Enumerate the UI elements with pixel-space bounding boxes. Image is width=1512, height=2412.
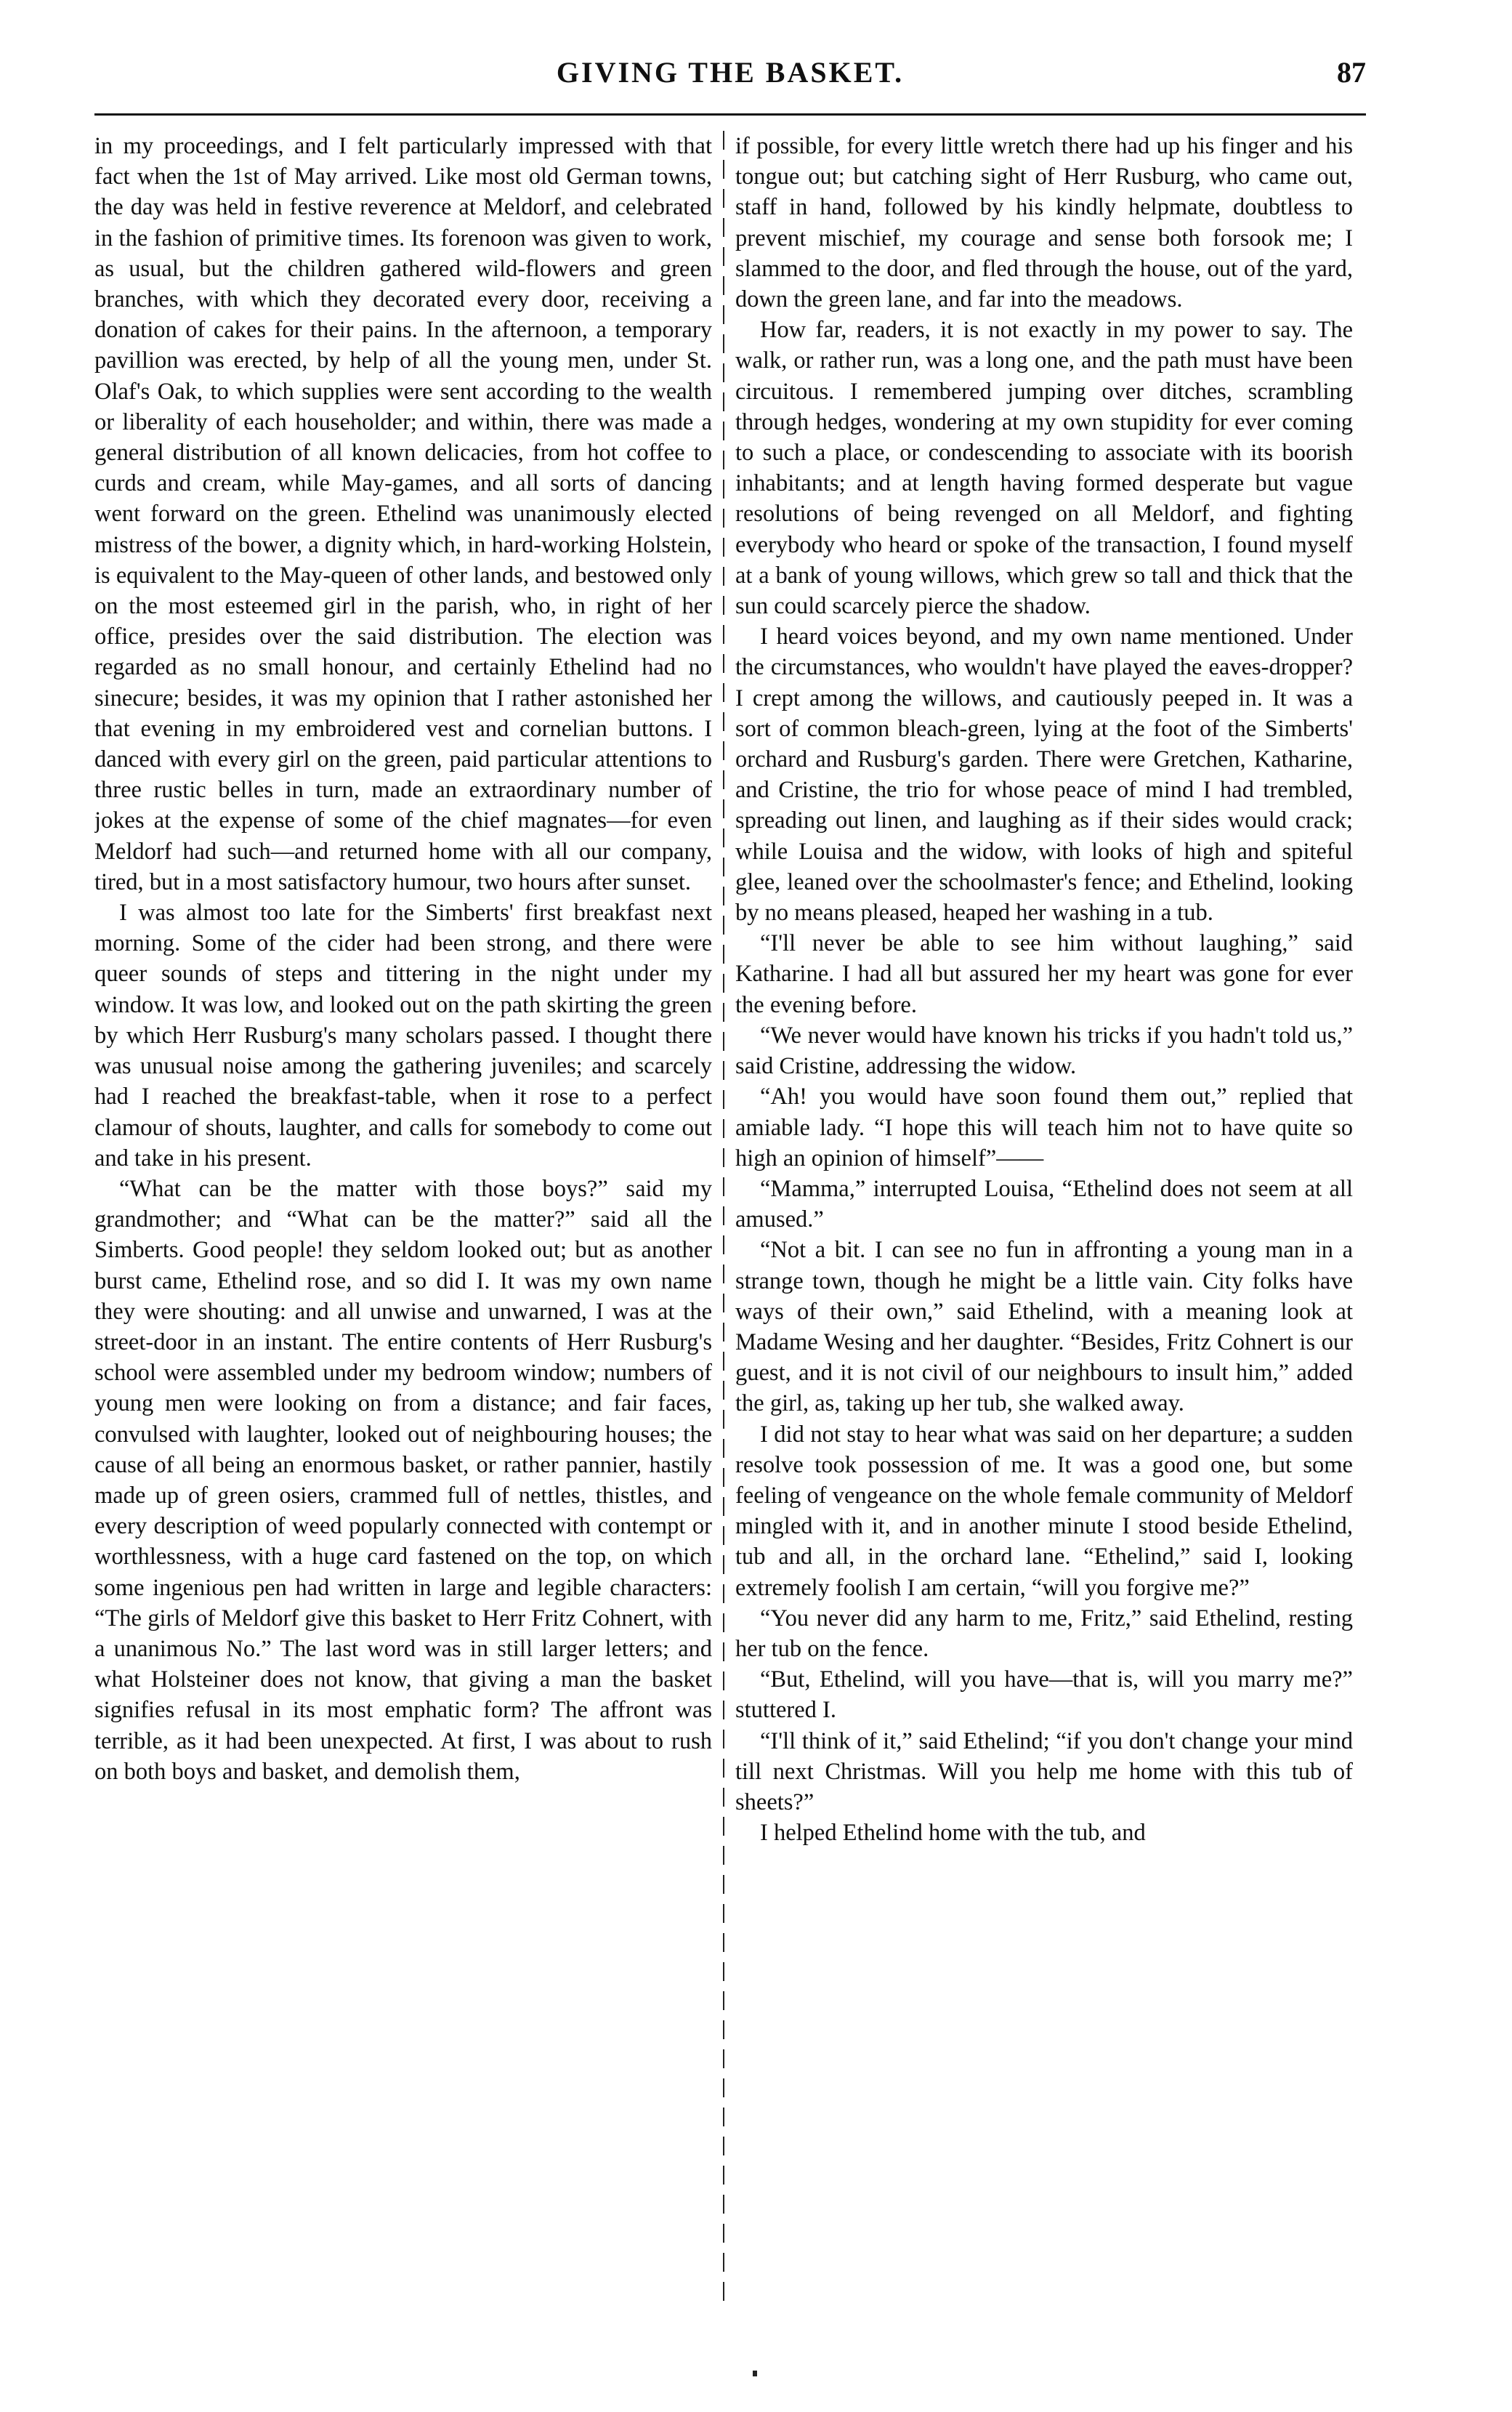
page-header	[94, 55, 1366, 106]
paragraph: “But, Ethelind, will you have—that is, will you marry me?” stuttered I.	[735, 1666, 1353, 1724]
paragraph: I did not stay to hear what was said on her departure; a sudden resolve took possession of me. It was a good one, but some feeling of vengeance on the whole female community of Meldorf mingled with it, and in another minute I stood beside Ethelind, tub and all, in the orchard lane. “Ethelind,” said I, looking extremely foolish I am certain, “will you forgive me?”	[735, 1421, 1353, 1601]
paragraph: “I'll never be able to see him without laughing,” said Katharine. I had all but assured her my heart was gone for ever the evening before.	[735, 930, 1353, 1018]
running-title: GIVING THE BASKET.	[556, 56, 905, 89]
paragraph: “Mamma,” interrupted Louisa, “Ethelind does not seem at all amused.”	[735, 1175, 1353, 1233]
paragraph: “What can be the matter with those boys?” said my grandmother; and “What can be the matter?” said all the Simberts. Good people! they seldom looked out; but as another burst came, Ethelind rose, and so did I. It was my own name they were shouting: and all unwise and unwarned, I was at the street-door in an instant. The entire contents of Herr Rusburg's school were assembled under my bedroom window; numbers of young men were looking on from a distance; and fair faces, convulsed with laughter, looked out of neighbouring houses; the cause of all being an enormous basket, or rather pannier, hastily made up of green osiers, crammed full of nettles, thistles, and every description of weed popularly connected with contempt or worthlessness, with a huge card fastened on the top, on which some ingenious pen had written in large and legible characters: “The girls of Meldorf give this basket to Herr Fritz Cohnert, with a unanimous No.” The last word was in still larger letters; and what Holsteiner does not know, that giving a man the basket signifies refusal in its most emphatic form? The affront was terrible, as it had been unexpected. At first, I was about to rush on both boys and basket, and demolish them,	[94, 1175, 712, 1785]
paragraph: I heard voices beyond, and my own name mentioned. Under the circumstances, who wouldn't have played the eaves-dropper? I crept among the willows, and cautiously peeped in. It was a sort of common bleach-green, lying at the foot of the Simberts' orchard and Rusburg's garden. There were Gretchen, Katharine, and Cristine, the trio for whose peace of mind I had trembled, spreading out linen, and laughing as if their sides would crack; while Louisa and the widow, with looks of high and spiteful glee, leaned over the schoolmaster's fence; and Ethelind, looking by no means pleased, heaped her washing in a tub.	[735, 624, 1353, 927]
paragraph: “We never would have known his tricks if you hadn't told us,” said Cristine, addressing the widow.	[735, 1022, 1353, 1080]
paragraph: if possible, for every little wretch there had up his finger and his tongue out; but catching sight of Herr Rusburg, who came out, staff in hand, followed by his kindly helpmate, doubtless to prevent mischief, my courage and sense both forsook me; I slammed to the door, and fled through the house, out of the yard, down the green lane, and far into the meadows.	[735, 133, 1353, 313]
paragraph: in my proceedings, and I felt particularly impressed with that fact when the 1st of May arrived. Like most old German towns, the day was held in festive reverence at Meldorf, and celebrated in the fashion of primitive times. Its forenoon was given to work, as usual, but the children gathered wild-flowers and green branches, with which they decorated every door, receiving a donation of cakes for their pains. In the afternoon, a temporary pavillion was erected, by help of all the young men, under St. Olaf's Oak, to which supplies were sent according to the wealth or liberality of each householder; and within, there was made a general distribution of all known delicacies, from hot coffee to curds and cream, while May-games, and all sorts of dancing went forward on the green. Ethelind was unanimously elected mistress of the bower, a dignity which, in hard-working Holstein, is equivalent to the May-queen of other lands, and bestowed only on the most esteemed girl in the parish, who, in right of her office, presides over the said distribution. The election was regarded as no small honour, and certainly Ethelind had no sinecure; besides, it was my opinion that I rather astonished her that evening in my embroidered vest and cornelian buttons. I danced with every girl on the green, paid particular attentions to three rustic belles in turn, made an extraordinary number of jokes at the expense of some of the chief magnates—for even Meldorf had such—and returned home with all our company, tired, but in a most satisfactory humour, two hours after sunset.	[94, 133, 712, 895]
header-rule	[94, 113, 1366, 116]
paragraph: I was almost too late for the Simberts' first breakfast next morning. Some of the cider had been strong, and there were queer sounds of steps and tittering in the night under my window. It was low, and looked out on the path skirting the green by which Herr Rusburg's many scholars passed. I thought there was unusual noise among the gathering juveniles; and scarcely had I reached the breakfast-table, when it rose to a perfect clamour of shouts, laughter, and calls for somebody to come out and take in his present.	[94, 900, 712, 1171]
page-number: 87	[1337, 56, 1366, 89]
paragraph: “Ah! you would have soon found them out,” replied that amiable lady. “I hope this will teach him not to have quite so high an opinion of himself”——	[735, 1084, 1353, 1171]
left-column	[94, 131, 712, 2311]
paragraph: I helped Ethelind home with the tub, and	[760, 1820, 1146, 1847]
column-divider	[723, 131, 724, 2311]
paragraph: “You never did any harm to me, Fritz,” said Ethelind, resting her tub on the fence.	[735, 1605, 1353, 1662]
right-column	[735, 131, 1353, 2311]
paragraph: “Not a bit. I can see no fun in affronting a young man in a strange town, though he might be a little vain. City folks have ways of their own,” said Ethelind, with a meaning look at Madame Wesing and her daughter. “Besides, Fritz Cohnert is our guest, and it is not civil of our neighbours to insult him,” added the girl, as, taking up her tub, she walked away.	[735, 1237, 1353, 1417]
paragraph: “I'll think of it,” said Ethelind; “if you don't change your mind till next Christmas. Will you help me home with this tub of sheets?”	[735, 1727, 1353, 1815]
paragraph: How far, readers, it is not exactly in my power to say. The walk, or rather run, was a long one, and the path must have been circuitous. I remembered jumping over ditches, scrambling through hedges, wondering at my own stupidity for ever coming to such a place, or condescending to associate with its boorish inhabitants; and at length having formed desperate but vague resolutions of being revenged on all Meldorf, and fighting everybody who heard or spoke of the transaction, I found myself at a bank of young willows, which grew so tall and thick that the sun could scarcely pierce the shadow.	[735, 317, 1353, 620]
footer-mark	[753, 2371, 757, 2376]
